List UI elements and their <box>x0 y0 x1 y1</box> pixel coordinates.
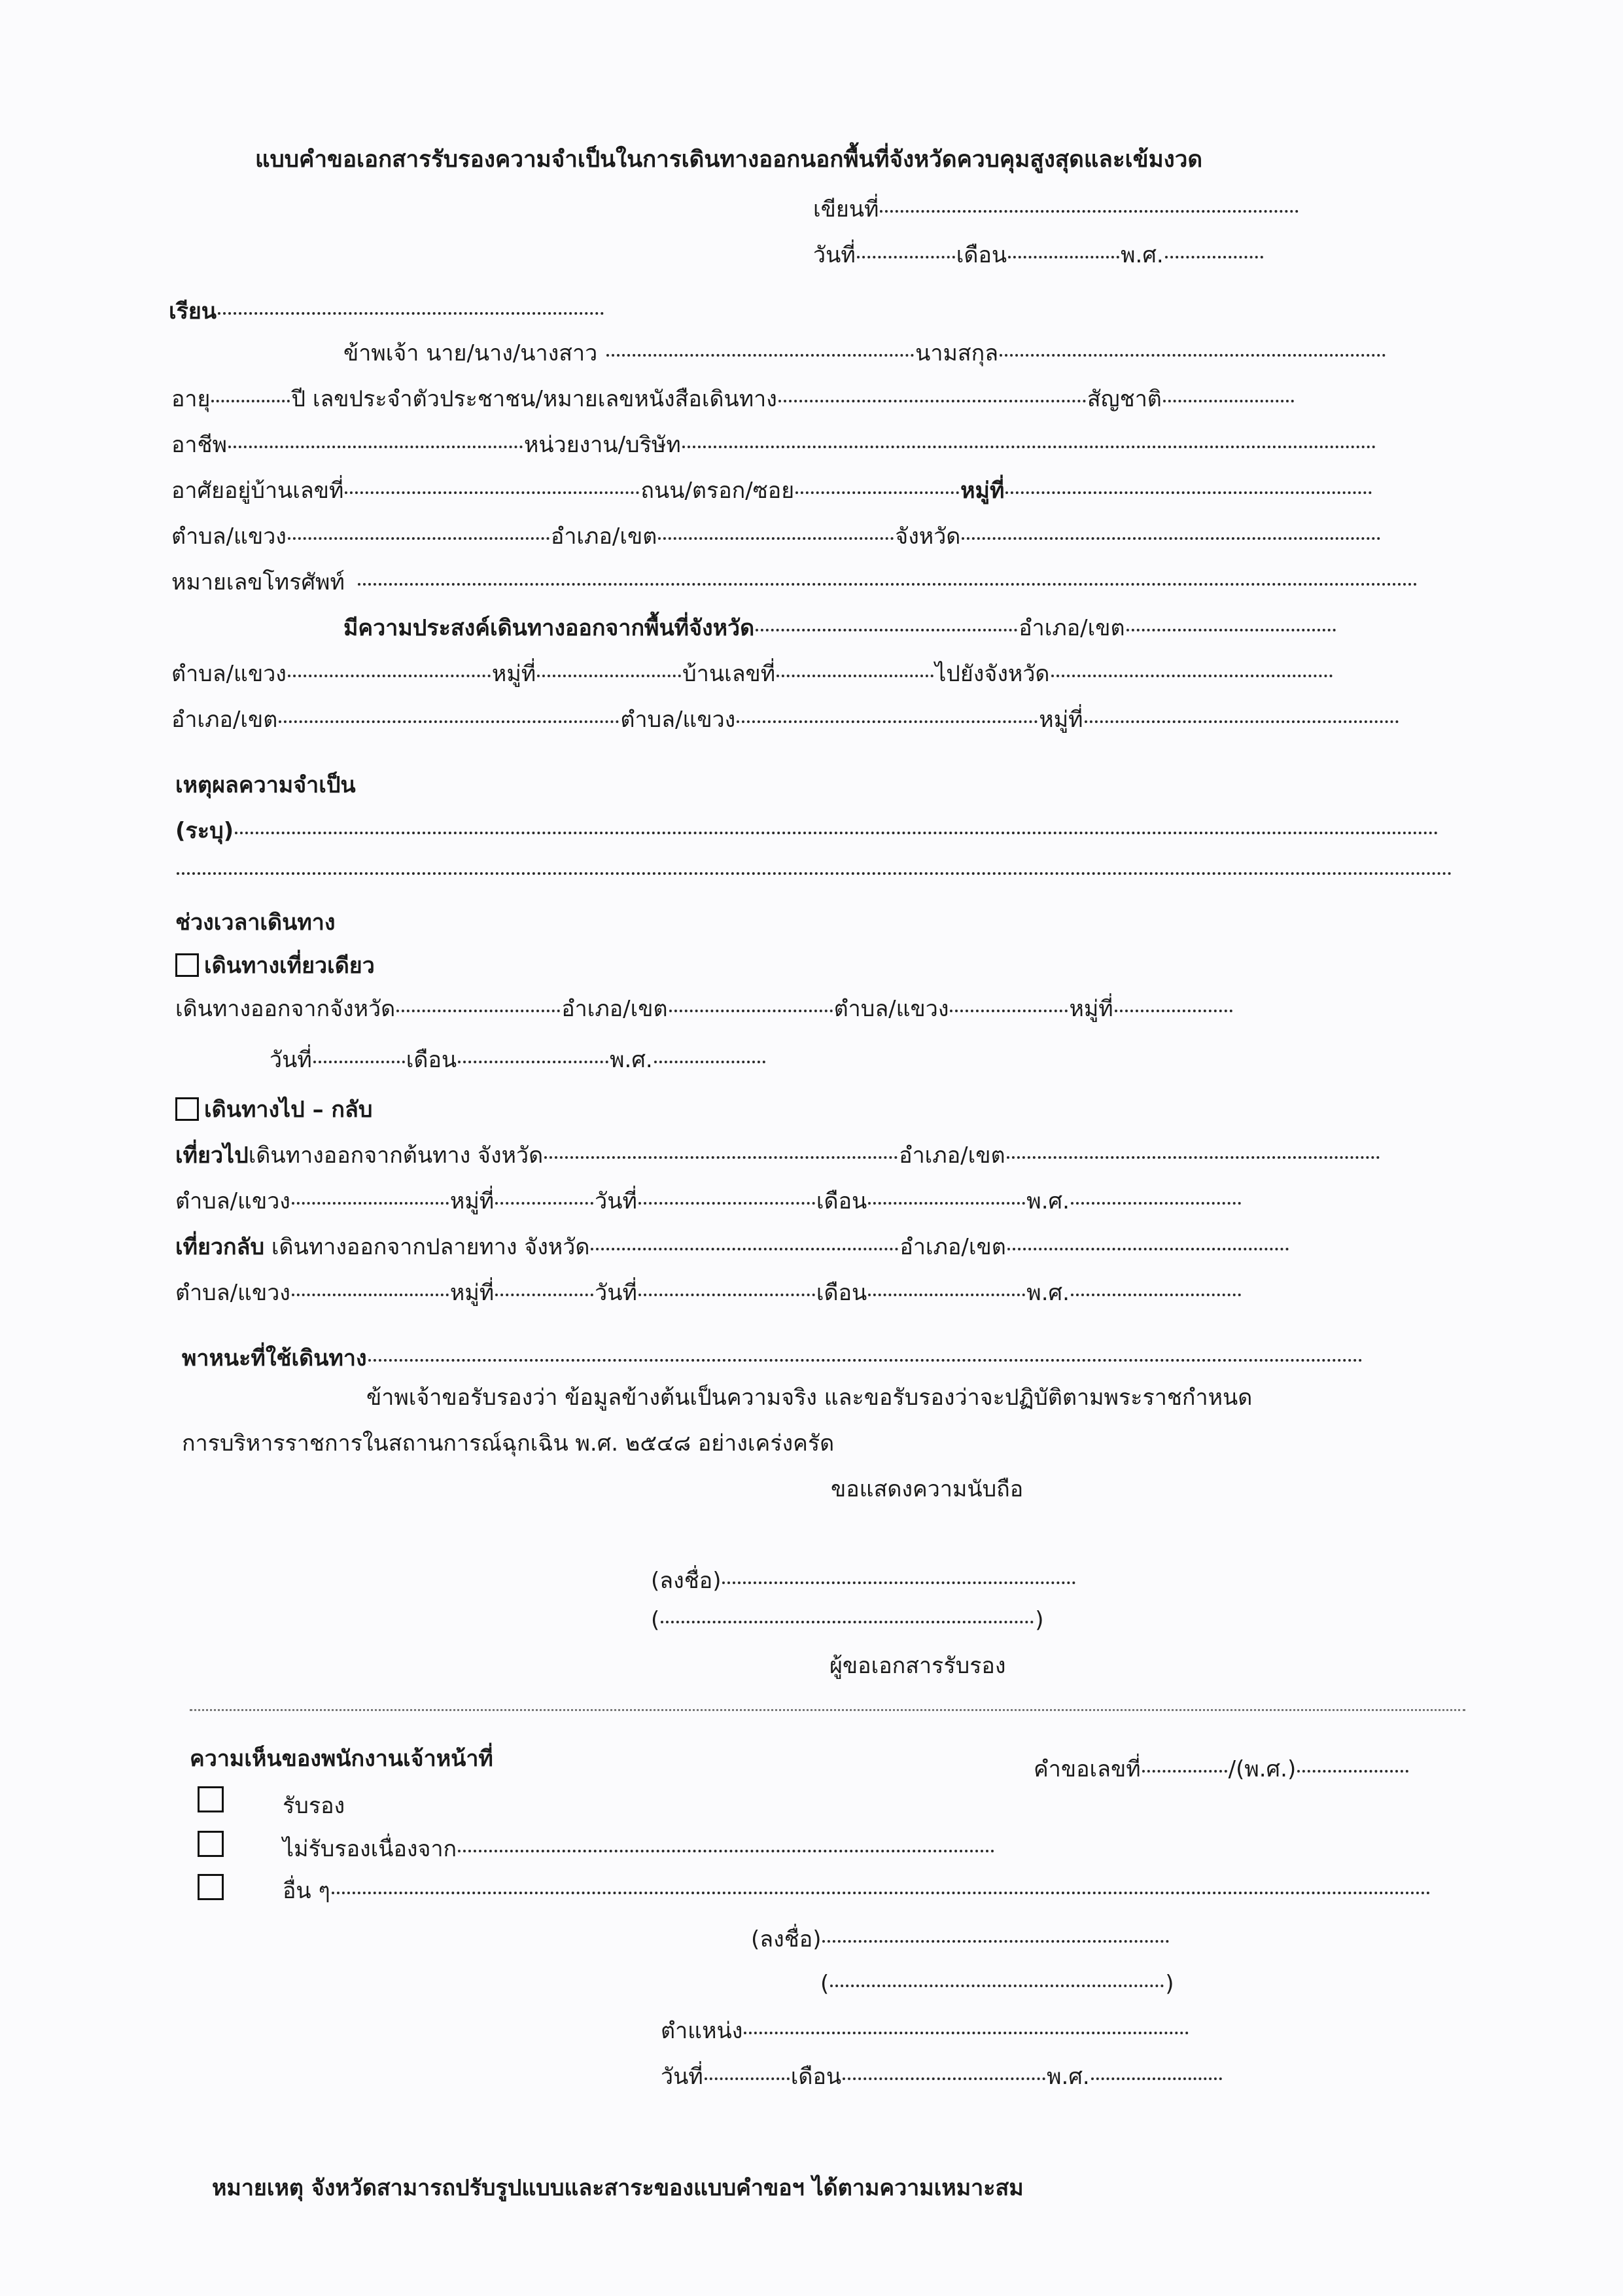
return-day-label: วันที่ <box>595 1280 637 1306</box>
one-way-label: เดินทางเที่ยวเดียว <box>204 953 375 979</box>
one-way-date-line <box>270 1044 767 1076</box>
origin-subdistrict-label: ตำบล/แขวง <box>171 661 287 687</box>
year-id-label: ปี เลขประจำตัวประชาชน/หมายเลขหนังสือเดินทาง <box>291 386 777 412</box>
specify-label: (ระบุ) <box>175 818 234 844</box>
year-field[interactable] <box>1165 256 1263 258</box>
return-detail-line <box>175 1277 1242 1309</box>
note-label: หมายเหตุ <box>212 2175 304 2201</box>
outbound-day-label: วันที่ <box>595 1188 637 1214</box>
form-title: แบบคำขอเอกสารรับรองความจำเป็นในการเดินทางออกนอกพื้นที่จังหวัดควบคุมสูงสุดและเข้มงวด <box>255 147 1203 173</box>
outbound-moo-field[interactable] <box>495 1202 593 1205</box>
outbound-text: เดินทางออกจากต้นทาง จังหวัด <box>248 1142 544 1169</box>
to-line <box>169 296 605 327</box>
other-label: อื่น ๆ <box>283 1878 330 1904</box>
surname-field[interactable] <box>1000 354 1386 357</box>
outbound-line <box>175 1140 1381 1171</box>
reason-heading: เหตุผลความจำเป็น <box>175 772 356 798</box>
name-field[interactable] <box>606 354 914 357</box>
return-prefix: เที่ยวกลับ <box>175 1234 265 1260</box>
reject-label: ไม่รับรองเนื่องจาก <box>283 1836 457 1862</box>
officer-day-field[interactable] <box>705 2077 790 2080</box>
destination-detail-line <box>171 704 1400 735</box>
officer-heading: ความเห็นของพนักงานเจ้าหน้าที่ <box>190 1746 493 1772</box>
officer-month-label: เดือน <box>790 2064 842 2090</box>
outbound-prefix: เที่ยวไป <box>175 1142 249 1169</box>
return-day-field[interactable] <box>638 1294 815 1296</box>
return-subdistrict-field[interactable] <box>292 1294 449 1296</box>
destination-moo-field[interactable] <box>1085 720 1399 723</box>
one-way-month-field[interactable] <box>458 1061 608 1063</box>
declaration-line-2: การบริหารราชการในสถานการณ์ฉุกเฉิน พ.ศ. ๒๕๔๘ อย่างเคร่งครัด <box>182 1430 835 1457</box>
applicant-sign-line <box>651 1565 1077 1597</box>
return-year-label: พ.ศ. <box>1026 1280 1070 1306</box>
officer-printed-name-field[interactable] <box>830 1985 1164 1987</box>
section-divider <box>190 1709 1465 1711</box>
outbound-year-label: พ.ศ. <box>1026 1188 1070 1214</box>
officer-signature-field[interactable] <box>822 1940 1169 1943</box>
address-no-label: อาศัยอยู่บ้านเลขที่ <box>171 478 344 504</box>
applicant-role: ผู้ขอเอกสารรับรอง <box>829 1653 1006 1679</box>
officer-month-field[interactable] <box>843 2077 1045 2080</box>
to-field[interactable] <box>218 312 604 315</box>
day-field[interactable] <box>857 256 955 258</box>
one-way-subdistrict-label: ตำบล/แขวง <box>833 996 949 1022</box>
officer-year-field[interactable] <box>1091 2077 1222 2080</box>
round-trip-option[interactable] <box>175 1094 372 1125</box>
district-field[interactable] <box>658 537 894 540</box>
other-checkbox[interactable] <box>198 1874 224 1900</box>
day-label: วันที่ <box>813 242 856 268</box>
locality-line <box>171 521 1382 552</box>
return-district-field[interactable] <box>1007 1248 1289 1250</box>
month-label: เดือน <box>956 242 1007 268</box>
to-label: เรียน <box>169 298 217 325</box>
one-way-option[interactable] <box>175 950 375 981</box>
phone-label: หมายเลขโทรศัพท์ <box>171 569 345 595</box>
return-month-label: เดือน <box>816 1280 867 1306</box>
one-way-day-label: วันที่ <box>270 1047 312 1073</box>
written-at-label: เขียนที่ <box>813 196 879 222</box>
outbound-district-label: อำเภอ/เขต <box>899 1142 1005 1169</box>
district-label: อำเภอ/เขต <box>550 523 657 550</box>
outbound-province-field[interactable] <box>544 1156 898 1159</box>
return-subdistrict-label: ตำบล/แขวง <box>175 1280 290 1306</box>
one-way-year-label: พ.ศ. <box>610 1047 653 1073</box>
phone-line <box>171 567 1419 598</box>
return-moo-field[interactable] <box>495 1294 593 1296</box>
officer-name-line <box>820 1968 1174 2000</box>
header-date-line <box>813 239 1265 271</box>
id-number-field[interactable] <box>778 400 1086 402</box>
paren-close: ) <box>1035 1607 1044 1633</box>
origin-province-field[interactable] <box>756 629 1017 631</box>
one-way-district-label: อำเภอ/เขต <box>561 996 668 1022</box>
note-text: จังหวัดสามารถปรับรูปแบบและสาระของแบบคำขอฯ ได้ตามความเหมาะสม <box>303 2175 1024 2201</box>
officer-sign-label: (ลงชื่อ) <box>751 1926 822 1952</box>
applicant-printed-name-field[interactable] <box>661 1621 1034 1623</box>
officer-year-label: พ.ศ. <box>1047 2064 1090 2090</box>
officer-sign-line <box>751 1924 1170 1955</box>
province-label: จังหวัด <box>895 523 961 550</box>
one-way-checkbox[interactable] <box>175 953 199 977</box>
request-number-field[interactable] <box>1142 1770 1227 1773</box>
reason-line <box>175 815 1440 847</box>
occupation-label: อาชีพ <box>171 432 227 458</box>
age-label: อายุ <box>171 386 211 412</box>
reject-checkbox[interactable] <box>198 1831 224 1857</box>
intent-district-label: อำเภอ/เขต <box>1019 615 1125 641</box>
one-way-district-field[interactable] <box>669 1010 833 1012</box>
request-year-field[interactable] <box>1297 1770 1408 1773</box>
nationality-field[interactable] <box>1163 400 1294 402</box>
reason-line-2 <box>175 856 1454 887</box>
request-number-label: คำขอเลขที่ <box>1034 1756 1141 1782</box>
dest-moo-label: หมู่ที่ <box>1039 707 1083 733</box>
return-month-field[interactable] <box>868 1294 1025 1296</box>
footer-note <box>212 2172 1024 2204</box>
outbound-subdistrict-field[interactable] <box>292 1202 449 1205</box>
one-way-month-label: เดือน <box>406 1047 457 1073</box>
age-field[interactable] <box>211 400 290 402</box>
applicant-name-line <box>651 1604 1044 1636</box>
request-year-label: /(พ.ศ.) <box>1228 1756 1297 1782</box>
period-heading: ช่วงเวลาเดินทาง <box>175 910 336 936</box>
applicant-signature-field[interactable] <box>722 1581 1075 1584</box>
age-id-line <box>171 383 1295 415</box>
round-trip-checkbox[interactable] <box>175 1097 199 1121</box>
subdistrict-label: ตำบล/แขวง <box>171 523 287 550</box>
reason-field-2[interactable] <box>177 872 1452 875</box>
regards: ขอแสดงความนับถือ <box>831 1476 1024 1502</box>
road-label: ถนน/ตรอก/ซอย <box>640 478 795 504</box>
one-way-moo-field[interactable] <box>1115 1010 1232 1012</box>
position-line <box>661 2015 1190 2047</box>
declaration-line-1: ข้าพเจ้าขอรับรองว่า ข้อมูลข้างต้นเป็นความจริง และขอรับรองว่าจะปฏิบัติตามพระราชกำหนด <box>366 1385 1253 1411</box>
vehicle-line <box>182 1343 1364 1374</box>
one-way-moo-label: หมู่ที่ <box>1069 996 1113 1022</box>
subdistrict-field[interactable] <box>288 537 550 540</box>
outbound-moo-label: หมู่ที่ <box>449 1188 495 1214</box>
to-province-label: ไปยังจังหวัด <box>935 661 1050 687</box>
reject-reason-field[interactable] <box>458 1850 994 1852</box>
origin-house-field[interactable] <box>777 675 934 677</box>
request-number-line <box>1034 1754 1410 1785</box>
written-at-line <box>813 194 1300 225</box>
vehicle-field[interactable] <box>368 1359 1363 1362</box>
return-district-label: อำเภอ/เขต <box>899 1234 1006 1260</box>
reject-line <box>283 1833 996 1865</box>
one-way-year-field[interactable] <box>654 1061 765 1063</box>
round-trip-label: เดินทางไป – กลับ <box>204 1097 373 1123</box>
workplace-field[interactable] <box>682 446 1376 448</box>
name-title-label: ข้าพเจ้า นาย/นาง/นางสาว <box>343 340 598 366</box>
origin-house-label: บ้านเลขที่ <box>682 661 776 687</box>
province-field[interactable] <box>962 537 1380 540</box>
year-label: พ.ศ. <box>1121 242 1164 268</box>
occupation-line <box>171 429 1377 461</box>
written-at-field[interactable] <box>880 210 1299 213</box>
outbound-year-field[interactable] <box>1071 1202 1241 1205</box>
outbound-detail-line <box>175 1186 1242 1217</box>
return-year-field[interactable] <box>1071 1294 1241 1296</box>
destination-subdistrict-field[interactable] <box>737 720 1038 723</box>
destination-district-field[interactable] <box>279 720 619 723</box>
origin-moo-label: หมู่ที่ <box>491 661 536 687</box>
workplace-label: หน่วยงาน/บริษัท <box>524 432 681 458</box>
return-line <box>175 1231 1290 1263</box>
return-text: เดินทางออกจากปลายทาง จังหวัด <box>264 1234 590 1260</box>
name-line <box>343 338 1387 369</box>
officer-day-label: วันที่ <box>661 2064 703 2090</box>
origin-district-field[interactable] <box>1126 629 1336 631</box>
nationality-label: สัญชาติ <box>1087 386 1162 412</box>
outbound-district-field[interactable] <box>1007 1156 1380 1159</box>
depart-province-label: เดินทางออกจากจังหวัด <box>175 996 396 1022</box>
origin-subdistrict-field[interactable] <box>288 675 491 677</box>
surname-label: นามสกุล <box>915 340 999 366</box>
officer-date-line <box>661 2061 1223 2093</box>
return-province-field[interactable] <box>591 1248 898 1250</box>
intent-line <box>343 612 1337 644</box>
dest-subdistrict-label: ตำบล/แขวง <box>620 707 736 733</box>
intent-label: มีความประสงค์เดินทางออกจากพื้นที่จังหวัด <box>343 615 755 641</box>
return-moo-label: หมู่ที่ <box>449 1280 495 1306</box>
destination-province-field[interactable] <box>1051 675 1333 677</box>
outbound-month-label: เดือน <box>816 1188 867 1214</box>
one-way-origin-line <box>175 993 1234 1025</box>
other-reason-field[interactable] <box>332 1892 1431 1894</box>
officer-paren-open: ( <box>820 1971 829 1997</box>
origin-detail-line <box>171 658 1334 690</box>
phone-field[interactable] <box>358 583 1418 586</box>
other-line <box>283 1875 1432 1907</box>
address-line <box>171 475 1373 506</box>
vehicle-label: พาหนะที่ใช้เดินทาง <box>182 1345 367 1371</box>
address-no-field[interactable] <box>345 491 639 494</box>
officer-paren-close: ) <box>1165 1971 1174 1997</box>
applicant-sign-label: (ลงชื่อ) <box>651 1568 722 1594</box>
one-way-subdistrict-field[interactable] <box>950 1010 1068 1012</box>
moo-label: หมู่ที่ <box>960 478 1005 504</box>
certify-label: รับรอง <box>283 1793 345 1819</box>
moo-field[interactable] <box>1005 491 1372 494</box>
reason-field[interactable] <box>235 832 1439 834</box>
outbound-subdistrict-label: ตำบล/แขวง <box>175 1188 290 1214</box>
position-label: ตำแหน่ง <box>661 2018 743 2044</box>
one-way-day-field[interactable] <box>313 1061 405 1063</box>
month-field[interactable] <box>1008 256 1119 258</box>
position-field[interactable] <box>744 2032 1189 2034</box>
road-field[interactable] <box>795 491 959 494</box>
paren-open: ( <box>651 1607 660 1633</box>
outbound-day-field[interactable] <box>638 1202 815 1205</box>
origin-moo-field[interactable] <box>537 675 681 677</box>
one-way-province-field[interactable] <box>396 1010 560 1012</box>
occupation-field[interactable] <box>228 446 523 448</box>
outbound-month-field[interactable] <box>868 1202 1025 1205</box>
dest-district-label: อำเภอ/เขต <box>171 707 278 733</box>
certify-checkbox[interactable] <box>198 1786 224 1812</box>
